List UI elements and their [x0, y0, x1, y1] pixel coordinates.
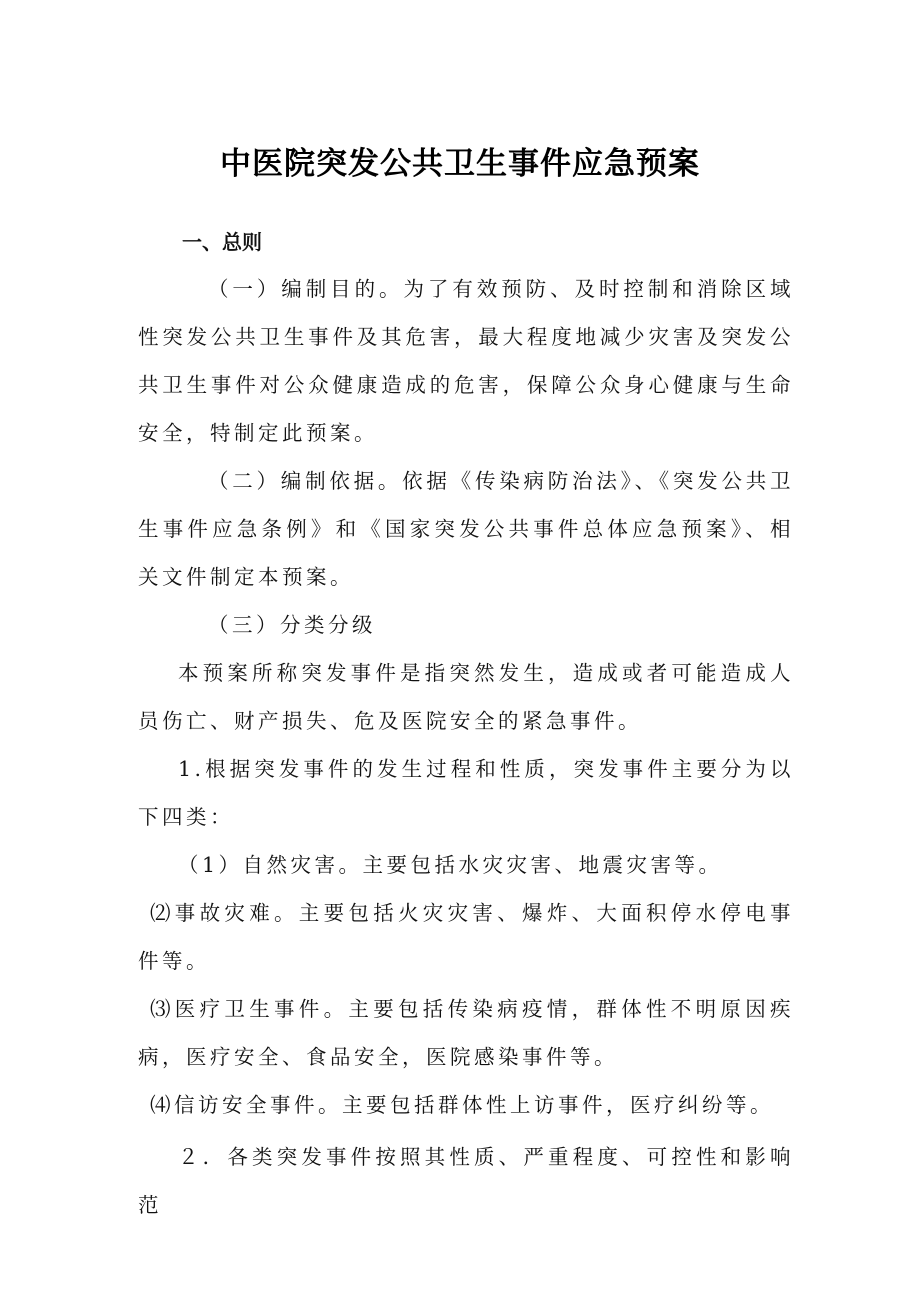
list-item-accident: ⑵事故灾难。主要包括火灾灾害、爆炸、大面积停水停电事件等。: [138, 901, 794, 973]
paragraph-definition: 本预案所称突发事件是指突然发生，造成或者可能造成人员伤亡、财产损失、危及医院安全的紧急事件。: [138, 661, 794, 733]
list-item-petition-event: ⑷信访安全事件。主要包括群体性上访事件，医疗纠纷等。: [150, 1093, 774, 1117]
paragraph-classification-heading: （三）分类分级: [208, 613, 376, 637]
paragraph-category-intro: 1.根据突发事件的发生过程和性质，突发事件主要分为以下四类：: [138, 757, 794, 829]
list-item-natural-disaster: （1）自然灾害。主要包括水灾灾害、地震灾害等。: [178, 853, 723, 877]
section-heading-general: 一、总则: [182, 230, 262, 254]
paragraph-basis: （二）编制依据。依据《传染病防治法》、《突发公共卫生事件应急条例》和《国家突发公共事件总体应急预案》、相关文件制定本预案。: [138, 469, 794, 589]
document-title: 中医院突发公共卫生事件应急预案: [220, 146, 700, 182]
paragraph-grading: ２．各类突发事件按照其性质、严重程度、可控性和影响范: [138, 1145, 794, 1217]
paragraph-purpose: （一）编制目的。为了有效预防、及时控制和消除区域性突发公共卫生事件及其危害，最大程度地减少灾害及突发公共卫生事件对公众健康造成的危害，保障公众身心健康与生命安全，特制定此预案。: [138, 277, 794, 445]
list-item-medical-event: ⑶医疗卫生事件。主要包括传染病疫情，群体性不明原因疾病，医疗安全、食品安全，医院感染事件等。: [138, 997, 794, 1069]
